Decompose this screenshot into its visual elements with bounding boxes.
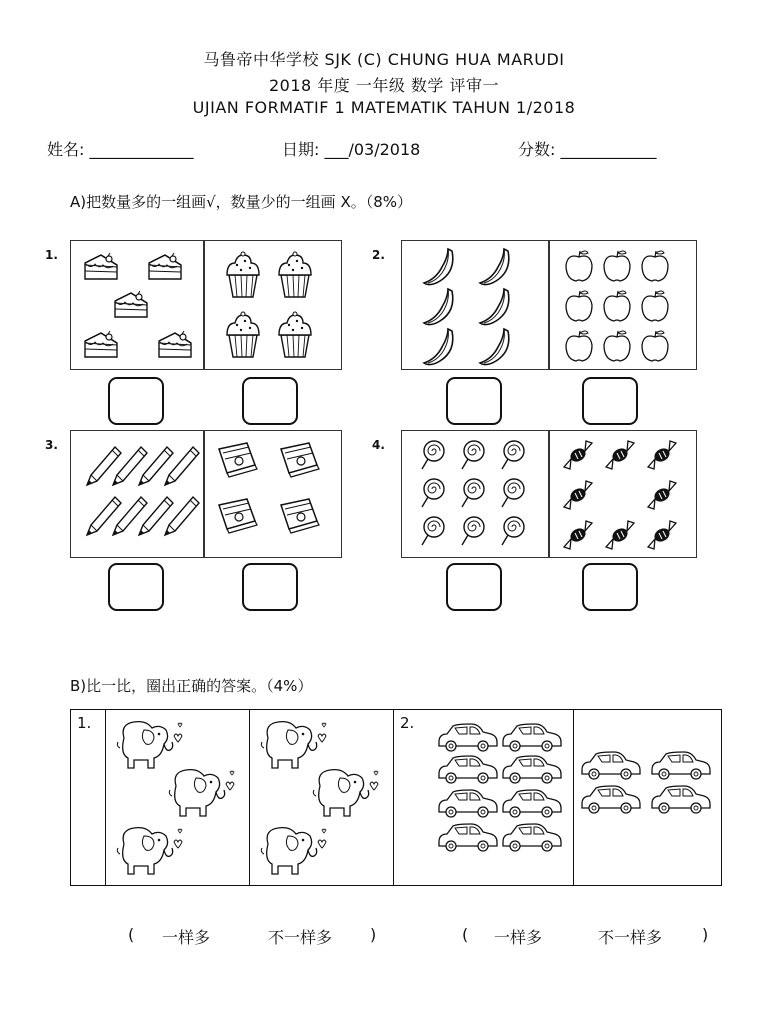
lollipop-icon	[502, 517, 524, 545]
question-number-cell	[71, 710, 105, 885]
answer-box[interactable]	[582, 377, 638, 425]
cupcake-icon	[227, 252, 259, 297]
question-number-cell	[393, 710, 429, 885]
car-icon	[503, 724, 561, 751]
banana-icon	[480, 289, 509, 325]
car-icon	[439, 756, 497, 783]
question-number: 1.	[77, 714, 92, 732]
choice-open-paren: (	[462, 925, 469, 944]
right-group	[205, 241, 341, 369]
banana-icon	[424, 289, 453, 325]
lollipop-icon	[462, 441, 484, 469]
cupcake-icon	[279, 312, 311, 357]
candy-icon	[648, 441, 676, 469]
lollipop-icon	[422, 479, 444, 507]
section-b-instruction: B)比一比，圈出正确的答案。（4%）	[70, 677, 313, 695]
question-panel-1	[70, 240, 342, 370]
exam-malay-title: UJIAN FORMATIF 1 MATEMATIK TAHUN 1/2018	[192, 98, 576, 117]
car-icon	[439, 824, 497, 851]
candy-icon	[648, 481, 676, 509]
car-icon	[652, 752, 710, 779]
question-number: 1.	[45, 248, 58, 262]
banana-icon	[480, 249, 509, 285]
choice-same-q1[interactable]: 一样多	[162, 928, 211, 947]
sharpener-icon	[281, 499, 319, 533]
lollipop-icon	[422, 441, 444, 469]
right-group	[205, 431, 341, 557]
left-group	[71, 431, 203, 557]
sharpener-icon	[219, 499, 257, 533]
right-group	[550, 431, 696, 557]
elephant-icon	[117, 828, 182, 874]
left-group	[429, 710, 573, 885]
section-a-instruction: A)把数量多的一组画√，数量少的一组画 X。（8%）	[70, 193, 413, 211]
question-number: 3.	[45, 438, 58, 452]
car-icon	[503, 824, 561, 851]
left-group	[71, 241, 203, 369]
apple-icon	[566, 331, 592, 361]
elephant-icon	[261, 722, 326, 768]
school-title: 马鲁帝中华学校 SJK (C) CHUNG HUA MARUDI	[203, 50, 565, 69]
cake-slice-icon	[149, 253, 181, 279]
apple-icon	[566, 251, 592, 281]
question-panel-3	[70, 430, 342, 558]
banana-icon	[480, 329, 509, 365]
answer-box[interactable]	[108, 377, 164, 425]
answer-box[interactable]	[582, 563, 638, 611]
choice-not-same-q2[interactable]: 不一样多	[598, 928, 663, 947]
left-group	[105, 710, 249, 885]
choice-open-paren: (	[128, 925, 135, 944]
answer-box[interactable]	[242, 377, 298, 425]
apple-icon	[604, 291, 630, 321]
score-field[interactable]: 分数: ____________	[518, 140, 657, 159]
question-number: 2.	[400, 714, 415, 732]
apple-icon	[566, 291, 592, 321]
car-icon	[652, 786, 710, 813]
cake-slice-icon	[85, 331, 117, 357]
choice-close-paren: )	[370, 925, 377, 944]
car-icon	[503, 756, 561, 783]
question-number: 2.	[372, 248, 385, 262]
left-group	[402, 241, 548, 369]
sharpener-icon	[281, 443, 319, 477]
candy-icon	[606, 521, 634, 549]
car-icon	[582, 786, 640, 813]
banana-icon	[424, 329, 453, 365]
right-group	[573, 710, 721, 885]
answer-box[interactable]	[242, 563, 298, 611]
apple-icon	[642, 291, 668, 321]
candy-icon	[564, 481, 592, 509]
right-group	[550, 241, 696, 369]
date-field[interactable]: 日期: ___/03/2018	[282, 140, 421, 159]
choice-close-paren: )	[702, 925, 709, 944]
name-field[interactable]: 姓名: _____________	[47, 140, 194, 159]
question-number: 4.	[372, 438, 385, 452]
banana-icon	[424, 249, 453, 285]
cake-slice-icon	[115, 291, 147, 317]
candy-icon	[648, 521, 676, 549]
left-group	[402, 431, 548, 557]
exam-year-title: 2018 年度 一年级 数学 评审一	[268, 76, 500, 95]
right-group	[249, 710, 393, 885]
choice-not-same-q1[interactable]: 不一样多	[268, 928, 333, 947]
cake-slice-icon	[85, 253, 117, 279]
lollipop-icon	[462, 479, 484, 507]
question-panel-2	[401, 240, 697, 370]
car-icon	[582, 752, 640, 779]
sharpener-icon	[219, 443, 257, 477]
apple-icon	[642, 331, 668, 361]
cupcake-icon	[227, 312, 259, 357]
elephant-icon	[261, 828, 326, 874]
comparison-table	[70, 709, 722, 886]
elephant-icon	[117, 722, 182, 768]
car-icon	[503, 790, 561, 817]
car-icon	[439, 724, 497, 751]
candy-icon	[606, 441, 634, 469]
lollipop-icon	[462, 517, 484, 545]
lollipop-icon	[422, 517, 444, 545]
car-icon	[439, 790, 497, 817]
answer-box[interactable]	[446, 377, 502, 425]
cake-slice-icon	[159, 331, 191, 357]
elephant-icon	[169, 770, 234, 816]
cupcake-icon	[279, 252, 311, 297]
apple-icon	[642, 251, 668, 281]
answer-box[interactable]	[446, 563, 502, 611]
elephant-icon	[313, 770, 378, 816]
question-panel-4	[401, 430, 697, 558]
answer-box[interactable]	[108, 563, 164, 611]
lollipop-icon	[502, 479, 524, 507]
choice-same-q2[interactable]: 一样多	[494, 928, 543, 947]
candy-icon	[564, 441, 592, 469]
apple-icon	[604, 251, 630, 281]
apple-icon	[604, 331, 630, 361]
lollipop-icon	[502, 441, 524, 469]
candy-icon	[564, 521, 592, 549]
